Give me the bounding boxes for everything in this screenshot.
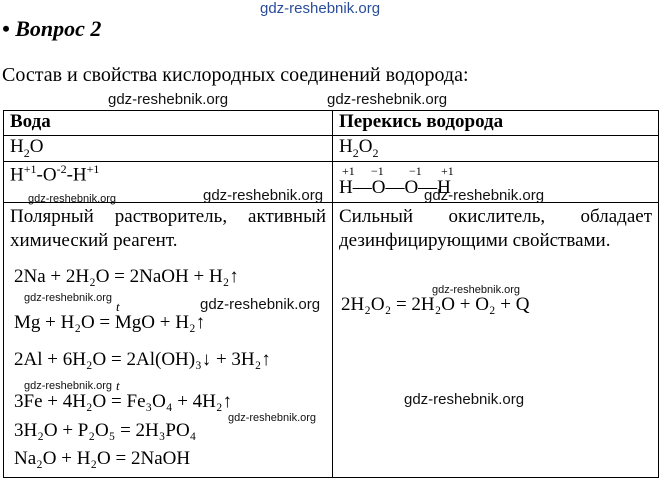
reaction-equation: Na₂O + H₂O = 2NaOH	[14, 448, 191, 469]
reaction-equation: 2Na + 2H₂O = 2NaOH + H₂↑	[14, 266, 239, 287]
reaction-equation: Mg + H₂O = MgO + H₂↑	[14, 312, 206, 333]
peroxide-formula: $H_2O_2$	[333, 136, 659, 162]
reaction-condition: t	[116, 299, 120, 314]
watermark: gdz-reshebnik.org	[28, 193, 117, 205]
water-oxidation-states: $H^{+1}-O^{-2}-H^{+1}$	[4, 161, 333, 202]
reaction-equation: 3Fe + 4H₂O = Fe₃O₄ + 4H₂↑	[14, 391, 233, 412]
table-header-row	[4, 111, 659, 136]
watermark: gdz-reshebnik.org	[228, 412, 317, 424]
reaction-equation: 3H₂O + P₂O₅ = 2H₃PO₄	[14, 420, 197, 441]
header-water: Вода	[4, 111, 333, 136]
watermark-top: gdz-reshebnik.org	[260, 0, 381, 17]
ox-number: −1	[409, 163, 422, 178]
intro-text: Состав и свойства кислородных соединений водорода:	[2, 64, 469, 86]
peroxide-properties: Сильный окислитель, обладает дезинфицирующими свойствами.	[339, 205, 652, 251]
watermark: gdz-reshebnik.org	[203, 187, 324, 204]
watermark: gdz-reshebnik.org	[24, 380, 113, 392]
watermark: gdz-reshebnik.org	[327, 91, 448, 108]
peroxide-reaction: 2H₂O₂ = 2H₂O + O₂ + Q	[341, 294, 530, 315]
water-properties: Полярный растворитель, активный химический реагент.	[10, 205, 326, 251]
watermark: gdz-reshebnik.org	[200, 296, 321, 313]
water-formula: $H_2O$	[4, 136, 333, 162]
reaction-condition: t	[116, 378, 120, 393]
watermark: gdz-reshebnik.org	[424, 187, 545, 204]
header-peroxide: Перекись водорода	[333, 111, 659, 136]
reaction-equation: 2Al + 6H₂O = 2Al(OH)₃↓ + 3H₂↑	[14, 349, 271, 370]
peroxide-properties-cell	[333, 202, 659, 477]
ox-number: +1	[441, 163, 454, 178]
watermark: gdz-reshebnik.org	[24, 292, 113, 304]
watermark: gdz-reshebnik.org	[108, 91, 229, 108]
watermark: gdz-reshebnik.org	[404, 391, 525, 408]
peroxide-structure: H—O—O—H	[339, 176, 451, 198]
question-title: • Вопрос 2	[2, 16, 102, 41]
watermark: gdz-reshebnik.org	[432, 284, 521, 296]
table-row	[4, 136, 659, 162]
ox-number: −1	[371, 163, 384, 178]
ox-number: +1	[342, 163, 355, 178]
